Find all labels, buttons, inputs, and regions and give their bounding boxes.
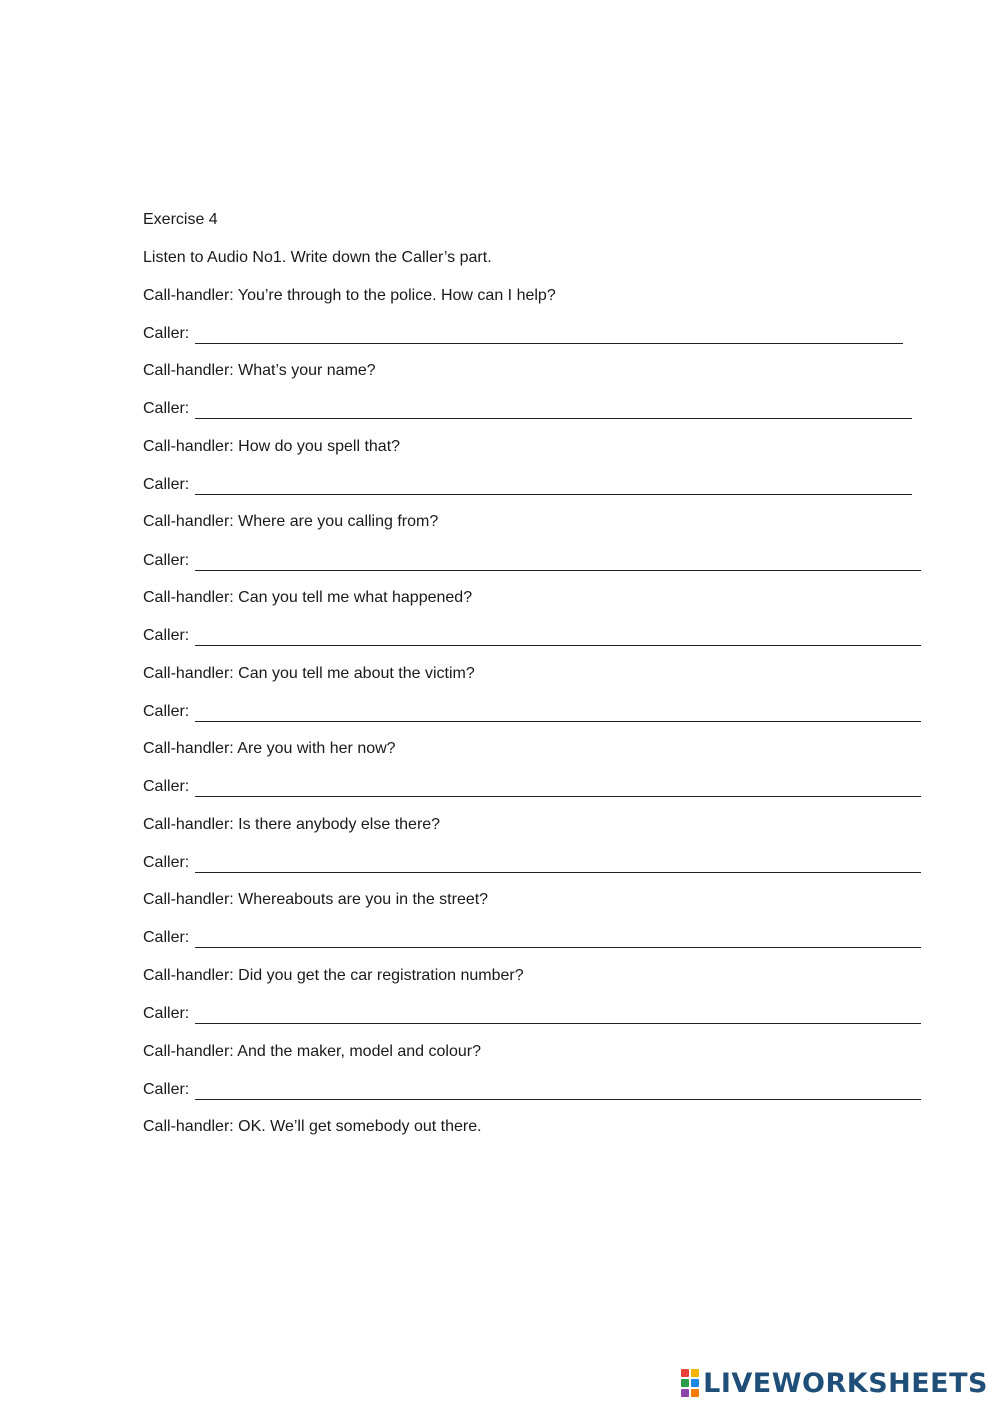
caller-answer-input[interactable]: [195, 704, 921, 722]
caller-answer-input[interactable]: [195, 628, 921, 646]
handler-line: Call-handler: What’s your name?: [143, 362, 376, 379]
caller-label: Caller:: [143, 552, 190, 569]
caller-label: Caller:: [143, 1005, 190, 1022]
logo-tile: [681, 1389, 689, 1397]
caller-answer-input[interactable]: [195, 401, 912, 419]
handler-line: Call-handler: Where are you calling from?: [143, 513, 439, 530]
caller-label: Caller:: [143, 1081, 190, 1098]
handler-line: Call-handler: You’re through to the police. How can I help?: [143, 287, 556, 304]
caller-label: Caller:: [143, 929, 190, 946]
instruction-text: Listen to Audio No1. Write down the Caller’s part.: [143, 249, 492, 266]
caller-row: [143, 700, 921, 722]
logo-tile: [681, 1379, 689, 1387]
caller-label: Caller:: [143, 778, 190, 795]
caller-row: [143, 549, 921, 571]
caller-row: [143, 775, 921, 797]
handler-line: Call-handler: Can you tell me about the victim?: [143, 665, 475, 682]
caller-label: Caller:: [143, 703, 190, 720]
caller-row: [143, 1002, 921, 1024]
caller-row: [143, 397, 912, 419]
caller-row: [143, 1078, 921, 1100]
caller-row: [143, 851, 921, 873]
handler-line: Call-handler: Whereabouts are you in the street?: [143, 891, 489, 908]
logo-tile: [691, 1369, 699, 1377]
handler-line: Call-handler: Did you get the car registration number?: [143, 967, 524, 984]
caller-row: [143, 926, 921, 948]
caller-label: Caller:: [143, 325, 190, 342]
logo-tile: [691, 1389, 699, 1397]
caller-label: Caller:: [143, 627, 190, 644]
caller-answer-input[interactable]: [195, 477, 912, 495]
caller-answer-input[interactable]: [195, 1006, 921, 1024]
handler-line: Call-handler: Can you tell me what happened?: [143, 589, 473, 606]
caller-answer-input[interactable]: [195, 1082, 921, 1100]
caller-row: [143, 322, 903, 344]
logo-tile: [691, 1379, 699, 1387]
logo-tile: [681, 1369, 689, 1377]
handler-line: Call-handler: And the maker, model and colour?: [143, 1043, 481, 1060]
caller-answer-input[interactable]: [195, 553, 921, 571]
closing-line: Call-handler: OK. We’ll get somebody out there.: [143, 1118, 482, 1135]
caller-answer-input[interactable]: [195, 855, 921, 873]
caller-label: Caller:: [143, 854, 190, 871]
handler-line: Call-handler: How do you spell that?: [143, 438, 401, 455]
caller-row: [143, 624, 921, 646]
logo-tiles-icon: [681, 1369, 699, 1397]
caller-row: [143, 473, 912, 495]
caller-answer-input[interactable]: [195, 326, 903, 344]
exercise-title: Exercise 4: [143, 211, 218, 228]
logo-text: LIVEWORKSHEETS: [703, 1367, 988, 1399]
caller-answer-input[interactable]: [195, 930, 921, 948]
caller-answer-input[interactable]: [195, 779, 921, 797]
handler-line: Call-handler: Is there anybody else there?: [143, 816, 441, 833]
caller-label: Caller:: [143, 476, 190, 493]
caller-label: Caller:: [143, 400, 190, 417]
liveworksheets-logo: [681, 1366, 988, 1400]
handler-line: Call-handler: Are you with her now?: [143, 740, 396, 757]
